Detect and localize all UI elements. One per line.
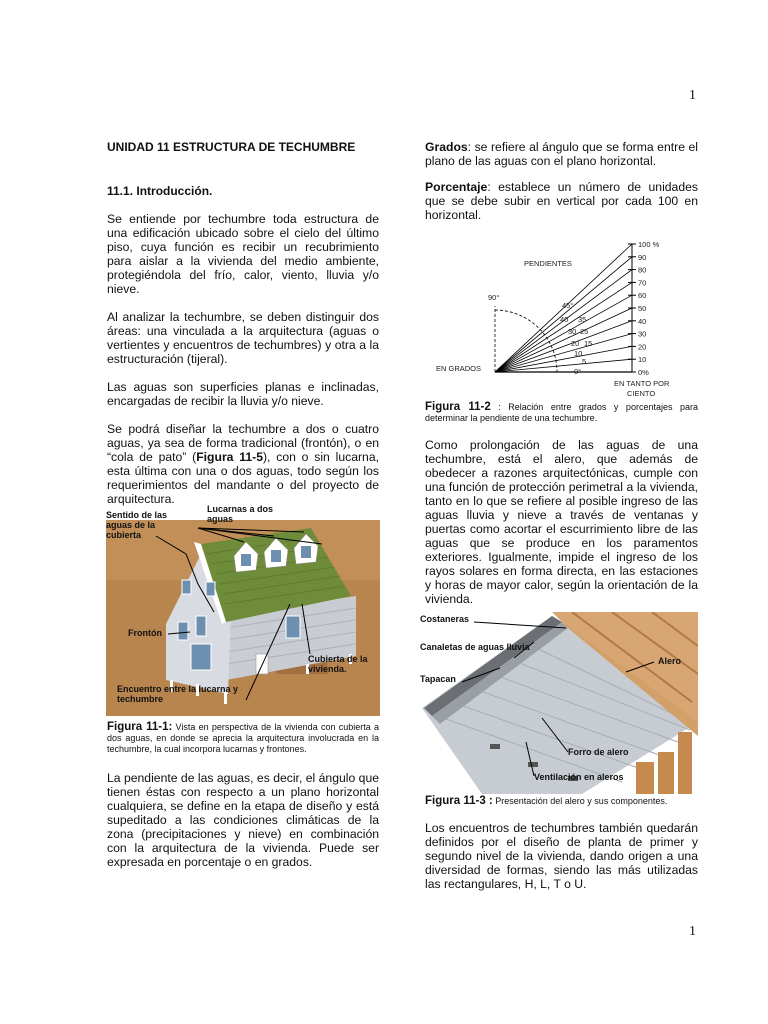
percent-label: 80 [638,265,647,275]
right-column-middle [425,402,698,620]
figure-11-3-caption-text: Presentación del alero y sus componentes. [492,796,668,806]
grados-term: Grados [425,140,468,154]
percent-label: 90 [638,252,647,262]
slope-right-caption-2: CIENTO [627,389,656,398]
paragraph-intro: Se entiende por techumbre toda estructura de una edificación ubicado sobre el cielo del último piso, cuya función es recibir un recubrimiento para aislar a la vivienda del medio ambiente, protegiéndola del frío, calor, viento, lluvia y/o nieve. [107,212,379,296]
left-column-lower [107,722,379,883]
paragraph-diseno-a: Se podrá diseñar la techumbre a dos o cuatro aguas, ya sea de forma tradicional (frontón), o en “cola de pato” ( [107,422,379,464]
degree-label: 15 [584,339,593,348]
degree-label: 35 [578,315,587,324]
eave-illustration [422,612,698,794]
porcentaje-term: Porcentaje [425,180,488,194]
degree-label: 20 [571,339,580,348]
degree-label: 5 [582,357,587,366]
degree-label: 0° [574,367,582,376]
percent-label: 20 [638,342,647,352]
paragraph-alero: Como prolongación de las aguas de una techumbre, está el alero, que además de obedecer a razones arquitectónicas, cumple con una función de protección perimetral a la vivienda, tanto en lo que se refiere al posible ingreso de las aguas lluvia y nieve a través de ventanas y puertas como acortar el escurrimiento libre de las aguas que se produce en los paramentos exteriores. Igualmente, impide el ingreso de los rayos solares en forma directa, en las estaciones y horas de mayor calor, según la orientación de la vivienda. [425,438,698,606]
right-column-lower [425,796,698,905]
slope-right-caption-1: EN TANTO POR [614,379,670,388]
percent-label: 50 [638,304,647,313]
figure-reference: Figura 11-5 [196,450,263,464]
figure-house-roof [106,504,380,716]
definition-porcentaje [425,180,698,222]
label-sentido-aguas: Sentido de las aguas de la cubierta [106,510,168,540]
slope-ray [495,321,632,372]
degree-label: 90° [488,293,500,302]
label-tapacan: Tapacan [420,674,456,684]
left-column [107,140,379,520]
degree-label: 30 [568,327,577,336]
right-column [425,140,698,236]
paragraph-encuentros: Los encuentros de techumbres también quedarán definidos por el diseño de planta de primer y segundo nivel de la vivienda, dando origen a una diversidad de formas, siendo las más utilizadas las rectangulares, H, L, T o U. [425,821,698,891]
label-fronton: Frontón [128,628,162,638]
label-ventilacion: Ventilación en aleros [534,772,624,782]
percent-label: 70 [638,278,647,288]
label-cubierta-vivienda: Cubierta de la vivienda. [308,654,368,674]
paragraph-pendiente: La pendiente de las aguas, es decir, el ángulo que tienen éstas con respecto a un plano horizontal cualquiera, se define en la etapa de diseño y está supeditado a las condiciones climáticas de la zona (precipitaciones y nieve) en combinación con la arquitectura de la vivienda. Puede ser expresada en porcentaje o en grados. [107,771,379,869]
slope-title: PENDIENTES [524,259,572,268]
grados-text: : se refiere al ángulo que se forma entre el plano de las aguas con el plano horizontal. [425,140,698,168]
slope-ray [495,359,632,372]
degree-label: 45° [562,301,574,310]
percent-label: 100 % [638,240,660,249]
paragraph-aguas: Las aguas son superficies planas e inclinadas, encargadas de recibir la lluvia y/o nieve. [107,380,379,408]
label-costaneras: Costaneras [420,614,470,624]
figure-11-3-caption-title: Figura 11-3 : [425,795,493,807]
label-alero: Alero [658,656,682,666]
figure-11-1-caption-text: Vista en perspectiva de la vivienda con cubierta a dos aguas, en donde se aprecia la arquitectura involucrada en la techumbre, la cual incorpora lucarnas y frontones. [107,722,379,754]
percent-label: 60 [638,291,647,301]
figure-11-3-caption [425,796,698,807]
paragraph-diseno [107,422,379,506]
degree-label: 10 [574,349,583,358]
label-lucarnas: Lucarnas a dos aguas [207,504,274,524]
page-number-bottom: 1 [689,924,696,939]
percent-label: 30 [638,329,647,339]
label-forro-alero: Forro de alero [568,747,629,757]
slope-ray [495,346,632,372]
unit-title: UNIDAD 11 ESTRUCTURA DE TECHUMBRE [107,140,356,154]
figure-11-2-caption-text: : Relación entre grados y porcentajes para determinar la pendiente de una techumbre. [425,402,698,423]
figure-11-1-caption [107,722,379,755]
slope-ray [495,282,632,372]
definition-grados [425,140,698,168]
paragraph-diseno-b: ), con o sin lucarna, esta última con una o dos aguas, todo según los requerimientos del mandante o del proyecto de arquitectura. [107,450,379,506]
figure-11-2-caption [425,402,698,424]
figure-11-2-caption-title: Figura 11-2 [425,401,491,413]
figure-11-1-caption-title: Figura 11-1: [107,721,173,733]
degree-label: 40 [560,315,569,324]
figure-slope-diagram [432,236,692,402]
slope-left-caption: EN GRADOS [436,364,482,373]
percent-label: 40 [638,316,647,326]
paragraph-areas: Al analizar la techumbre, se deben distinguir dos áreas: una vinculada a la arquitectura (aguas o vertientes y encuentros de techumbres) y otra a la estructuración (tijeral). [107,310,379,366]
label-canaletas: Canaletas de aguas lluvia [420,642,530,652]
page-number-top: 1 [689,88,696,103]
slope-diagram [432,236,692,402]
figure-eave [422,612,698,794]
label-encuentro-lucarna: Encuentro entre la lucarna y techumbre [117,684,239,704]
degree-label: 25 [580,327,589,336]
section-heading: 11.1. Introducción. [107,184,213,198]
porcentaje-text: : establece un número de unidades que se debe subir en vertical por cada 100 en horizontal. [425,180,698,222]
percent-label: 0% [638,368,649,377]
percent-label: 10 [638,355,647,365]
